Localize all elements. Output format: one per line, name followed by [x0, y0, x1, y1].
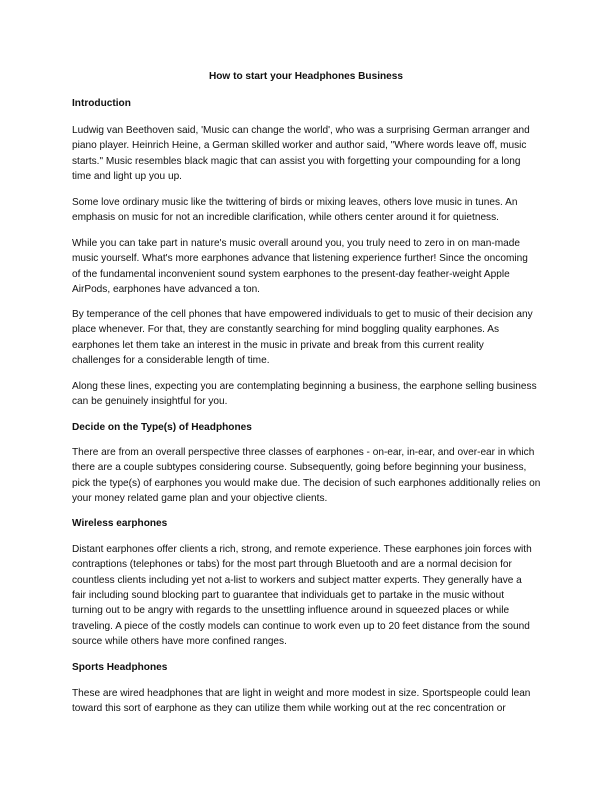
text-line: Some love ordinary music like the twittering of birds or mixing leaves, others love music in tunes. An: [72, 197, 518, 208]
paragraph: [72, 195, 542, 226]
text-line: AirPods, earphones have advanced a ton.: [72, 284, 260, 296]
paragraph: [72, 542, 542, 649]
text-line: earphones let them take an interest in the music in private and break from this current reality: [72, 339, 484, 351]
text-line: Ludwig van Beethoven said, 'Music can change the world', who was a surprising German arranger and: [72, 125, 530, 136]
text-line: Distant earphones offer clients a rich, strong, and remote experience. These earphones join forces with: [72, 544, 532, 555]
text-line: starts." Music resembles black magic that can assist you with forgetting your compounding for a long: [72, 155, 521, 167]
text-line: There are from an overall perspective three classes of earphones - on-ear, in-ear, and over-ear in which: [72, 447, 535, 458]
text-line: turning out to be angry with regards to the unsettling influence around in squeezed places or while: [72, 605, 510, 617]
text-line: piano player. Heinrich Heine, a German skilled worker and author said, "Where words leave off, music: [72, 140, 527, 152]
heading-sports-headphones: Sports Headphones: [72, 662, 168, 673]
text-line: emphasis on music for not an incredible clarification, while others center around it for quietness.: [72, 212, 499, 224]
paragraph: [72, 307, 542, 368]
text-line: While you can take part in nature's music overall around you, you truly need to zero in on man-made: [72, 238, 520, 249]
text-line: countless clients including yet not a-list to workers and subject matter experts. They generally have a: [72, 574, 522, 586]
text-line: of the fundamental inconvenient sound system earphones to the present-day feather-weight Apple: [72, 268, 510, 280]
text-line: your money related game plan and your objective clients.: [72, 493, 328, 505]
text-line: music yourself. What's more earphones advance that listening experience further! Since the oncoming: [72, 253, 528, 265]
text-line: By temperance of the cell phones that have empowered individuals to get to music of their decision any: [72, 309, 533, 320]
text-line: contraptions (telephones or tabs) for the most part through Bluetooth and are a normal decision for: [72, 559, 512, 571]
text-line: pick the type(s) of earphones you would make due. The decision of such earphones additionally relies on: [72, 477, 541, 489]
paragraph: [72, 445, 542, 506]
heading-wireless-earphones: Wireless earphones: [72, 518, 168, 529]
document-title: How to start your Headphones Business: [208, 71, 404, 82]
text-line: Along these lines, expecting you are contemplating beginning a business, the earphone selling business: [72, 381, 537, 392]
text-line: time and light up you up.: [72, 171, 182, 183]
heading-introduction: Introduction: [72, 98, 131, 109]
text-line: fair including sound blocking part to guarantee that individuals get to partake in the music without: [72, 590, 505, 602]
paragraph: [72, 236, 542, 297]
text-line: toward this sort of earphone as they can utilize them while working out at the rec concentration or: [72, 703, 506, 715]
text-line: place whenever. For that, they are constantly searching for mind boggling quality earphones. As: [72, 324, 499, 336]
text-line: traveling. A piece of the costly models can continue to work even up to 20 feet distance from the sound: [72, 620, 530, 632]
text-line: there are a couple subtypes considering course. Subsequently, going before beginning your business,: [72, 462, 527, 474]
paragraph: [72, 379, 542, 410]
text-line: can be genuinely insightful for you.: [72, 396, 228, 408]
text-line: source while others have more confined ranges.: [72, 636, 287, 648]
heading-decide-type: Decide on the Type(s) of Headphones: [72, 422, 252, 433]
text-line: These are wired headphones that are light in weight and more modest in size. Sportspeople could lean: [72, 688, 531, 699]
paragraph: [72, 686, 542, 717]
paragraph: [72, 123, 542, 184]
text-line: challenges for a considerable length of time.: [72, 355, 270, 367]
